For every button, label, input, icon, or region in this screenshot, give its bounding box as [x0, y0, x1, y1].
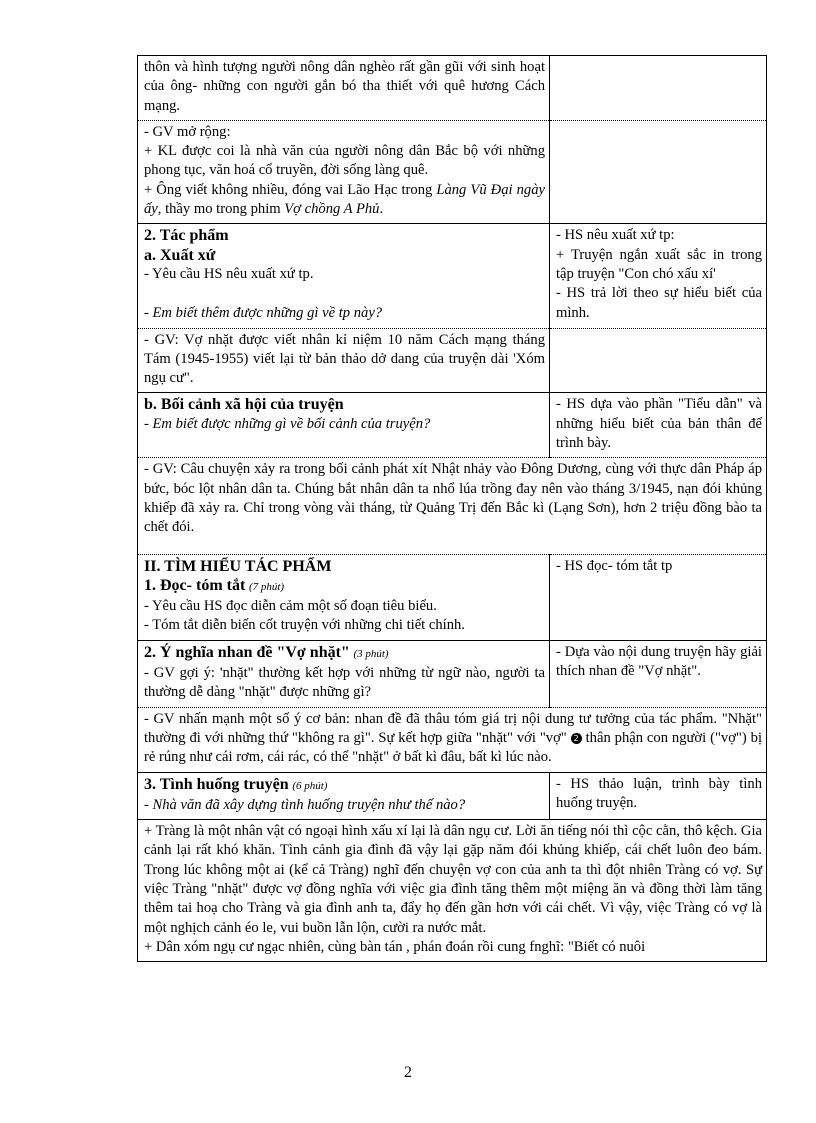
- paragraph: + Tràng là một nhân vật có ngoại hình xấu xí lại là dân ngụ cư. Lời ăn tiếng nói thì cộc cằn, thô kệch. Gia cảnh lại rất khó khăn. Tình cảnh gia đình đã vậy lại gặp năm đói khủng khiếp, cái chết luôn đeo bám. Trong lúc không một ai (kể cả Tràng) nghĩ đến chuyện vợ con của anh ta thì đột nhiên Tràng có vợ. Sự việc Tràng "nhặt" được vợ đồng nghĩa với việc gia đình tăng thêm một miệng ăn và đồng thời làm tăng thêm tai hoạ cho Tràng và gia đình anh ta, đẩy họ đến gần hơn với cái chết. Vì vậy, việc Tràng có vợ là một nghịch cảnh éo le, vui buồn lẫn lộn, cười ra nước mắt.: [144, 823, 762, 936]
- italic-title: Vợ chồng A Phủ: [284, 201, 380, 218]
- row-left-cell: [138, 224, 550, 328]
- paragraph: - HS trả lời theo sự hiểu biết của mình.: [556, 285, 762, 321]
- table-row: [138, 328, 767, 393]
- row-left-cell: [138, 640, 550, 707]
- row-right-cell: [550, 56, 767, 121]
- paragraph: thân phận con người ("vợ") bị rẻ rúng như cái rơm, cái rác, có thể "nhặt" ở bất kì đâu, bất kì lúc nào.: [144, 729, 762, 766]
- paragraph: - GV: Vợ nhặt được viết nhân kỉ niệm 10 năm Cách mạng tháng Tám (1945-1955) viết lại từ bản thảo dở dang của truyện dài 'Xóm ngụ cư".: [144, 331, 545, 387]
- arrow-bullet-icon: 2: [571, 733, 582, 744]
- subsection-heading: 2. Ý nghĩa nhan đề "Vợ nhặt": [144, 643, 350, 661]
- row-right-cell: [550, 224, 767, 328]
- paragraph: - Tóm tắt diễn biến cốt truyện với những chi tiết chính.: [144, 617, 465, 634]
- paragraph: - HS nêu xuất xứ tp:: [556, 227, 675, 244]
- row-right-cell: [550, 120, 767, 223]
- paragraph: - HS đọc- tóm tắt tp: [556, 557, 673, 574]
- section-heading: 2. Tác phẩm: [144, 227, 229, 245]
- subsection-heading: b. Bối cảnh xã hội của truyện: [144, 396, 344, 414]
- row-left-cell: [138, 554, 550, 640]
- paragraph: - GV: Câu chuyện xảy ra trong bối cảnh phát xít Nhật nhảy vào Đông Dương, cùng với thực dân Pháp áp bức, bóc lột nhân dân ta. Chúng bắt nhân dân ta nhổ lúa trồng đay nên vào tháng 3/1945, nạn đói khủng khiếp đã xảy ra. Chỉ trong vòng vài tháng, từ Quảng Trị đến Bắc kì (Lạng Sơn), hơn 2 triệu đồng bào ta chết đói.: [144, 461, 762, 536]
- table-row: [138, 56, 767, 121]
- lesson-table: [137, 55, 767, 962]
- part-heading: II. TÌM HIỂU TÁC PHẨM: [144, 557, 332, 575]
- paragraph: - GV mở rộng:: [144, 123, 231, 140]
- question: - Em biết thêm được những gì về tp này?: [144, 305, 383, 322]
- paragraph: thôn và hình tượng người nông dân nghèo rất gần gũi với sinh hoạt của ông- những con người gắn bó tha thiết với quê hương Cách mạng.: [144, 59, 545, 114]
- table-row: [138, 772, 767, 820]
- paragraph: [144, 181, 545, 220]
- paragraph: + Dân xóm ngụ cư ngạc nhiên, cùng bàn tán , phán đoán rồi cung fnghĩ: "Biết có nuôi: [144, 938, 646, 955]
- subsection-heading-line: [144, 576, 545, 597]
- paragraph: + Truyện ngắn xuất sắc in trong tập truyện "Con chó xấu xí': [556, 246, 762, 282]
- paragraph: - Yêu cầu HS đọc diễn cảm một số đoạn tiêu biểu.: [144, 598, 437, 615]
- paragraph: + KL được coi là nhà văn của người nông dân Bắc bộ với những phong tục, văn hoá cổ truyền, đời sống làng quê.: [144, 143, 545, 179]
- row-right-cell: [550, 554, 767, 640]
- row-left-cell: [138, 56, 550, 121]
- table-row: [138, 640, 767, 707]
- question: - Em biết được những gì về bối cảnh của truyện?: [144, 415, 431, 432]
- spacer: [144, 284, 545, 304]
- row-right-cell: [550, 772, 767, 820]
- page-number: 2: [404, 1064, 412, 1081]
- time-note: (3 phút): [353, 647, 389, 660]
- time-note: (6 phút): [292, 779, 328, 792]
- row-full-cell: [138, 458, 767, 554]
- row-right-cell: [550, 328, 767, 393]
- lesson-page: [137, 55, 766, 962]
- row-left-cell: [138, 772, 550, 820]
- paragraph: - Yêu cầu HS nêu xuất xứ tp.: [144, 265, 314, 282]
- subsection-heading: a. Xuất xứ: [144, 246, 216, 264]
- subsection-heading: 1. Đọc- tóm tắt: [144, 576, 246, 594]
- paragraph: - GV gợi ý: 'nhặt" thường kết hợp với những từ ngữ nào, người ta thường dễ dàng "nhặt" được những gì?: [144, 665, 545, 701]
- question: - Nhà văn đã xây dựng tình huống truyện như thế nào?: [144, 796, 466, 813]
- row-left-cell: [138, 120, 550, 223]
- table-row: [138, 554, 767, 640]
- table-row: [138, 707, 767, 772]
- text-run: , thầy mo trong phim: [157, 201, 285, 218]
- table-row: [138, 458, 767, 554]
- paragraph: - Dựa vào nội dung truyện hãy giải thích nhan đề "Vợ nhặt".: [556, 643, 762, 680]
- italic-title: Làng Vũ Đại ngày ấy: [144, 181, 545, 218]
- time-note: (7 phút): [248, 580, 285, 593]
- paragraph: - GV nhấn mạnh một số ý cơ bản: nhan đề đã thâu tóm giá trị nội dung tư tưởng của tác phẩm. "Nhặt" thường đi với những thứ "không ra gì". Sự kết hợp giữa "nhặt" với "vợ": [144, 710, 762, 746]
- paragraph: - HS thảo luận, trình bày tình huống truyện.: [556, 775, 762, 811]
- table-row: [138, 120, 767, 223]
- subsection-heading-line: [144, 643, 545, 664]
- subsection-heading-line: [144, 775, 545, 796]
- table-row: [138, 393, 767, 458]
- row-full-cell: [138, 820, 767, 962]
- subsection-heading: 3. Tình huống truyện: [144, 775, 289, 793]
- row-full-cell: [138, 707, 767, 772]
- table-row: [138, 820, 767, 962]
- text-run: .: [379, 201, 384, 218]
- table-row: [138, 224, 767, 328]
- row-left-cell: [138, 328, 550, 393]
- paragraph: - HS dựa vào phần "Tiểu dẫn" và những hiểu biết của bản thân để trình bày.: [556, 396, 762, 452]
- row-left-cell: [138, 393, 550, 458]
- row-right-cell: [550, 393, 767, 458]
- text-run: + Ông viết không nhiều, đóng vai Lão Hạc trong: [144, 181, 437, 198]
- row-right-cell: [550, 640, 767, 707]
